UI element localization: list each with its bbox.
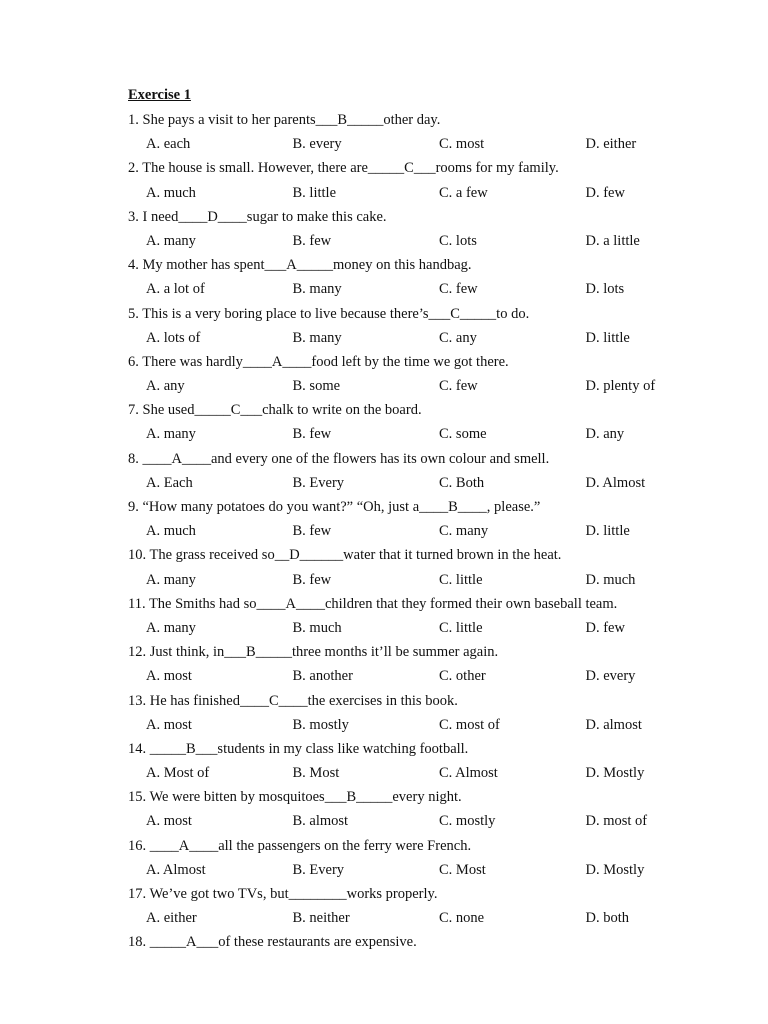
option-d: D. most of — [585, 813, 648, 830]
options-row — [128, 568, 688, 592]
option-a: A. lots of — [146, 329, 201, 346]
options-row — [128, 326, 688, 350]
option-c: C. little — [439, 571, 483, 588]
option-b: B. Every — [292, 474, 345, 491]
option-c: C. some — [439, 426, 487, 443]
option-b: B. another — [292, 668, 353, 685]
option-b: B. some — [292, 378, 341, 395]
option-c: C. lots — [439, 232, 477, 249]
option-d: D. both — [585, 910, 629, 927]
option-d: D. much — [585, 571, 636, 588]
option-d: D. few — [585, 619, 625, 636]
option-a: A. Each — [146, 474, 193, 491]
question-text: 16. ____A____all the passengers on the ferry were French. — [128, 837, 472, 854]
option-d: D. lots — [585, 281, 625, 298]
question-text: 18. _____A___of these restaurants are expensive. — [128, 934, 417, 951]
option-a: A. Almost — [146, 861, 206, 878]
option-b: B. few — [292, 232, 332, 249]
option-a: A. a lot of — [146, 281, 205, 298]
question-text: 2. The house is small. However, there are_____C___rooms for my family. — [128, 160, 559, 177]
question-text: 12. Just think, in___B_____three months it’ll be summer again. — [128, 644, 499, 661]
option-c: C. mostly — [439, 813, 496, 830]
option-b: B. almost — [292, 813, 349, 830]
question-text: 8. ____A____and every one of the flowers has its own colour and smell. — [128, 450, 550, 467]
option-b: B. few — [292, 571, 332, 588]
options-row — [128, 664, 688, 688]
options-row — [128, 277, 688, 301]
option-c: C. Almost — [439, 765, 498, 782]
option-b: B. many — [292, 281, 342, 298]
option-c: C. a few — [439, 184, 488, 201]
option-c: C. few — [439, 281, 478, 298]
option-c: C. little — [439, 619, 483, 636]
option-a: A. much — [146, 184, 196, 201]
option-a: A. most — [146, 668, 192, 685]
option-c: C. few — [439, 378, 478, 395]
option-a: A. most — [146, 716, 192, 733]
options-row — [128, 906, 688, 930]
options-row — [128, 132, 688, 156]
option-a: A. many — [146, 232, 196, 249]
option-b: B. few — [292, 523, 332, 540]
option-b: B. neither — [292, 910, 350, 927]
question-text: 6. There was hardly____A____food left by the time we got there. — [128, 353, 509, 370]
option-b: B. Every — [292, 861, 345, 878]
option-c: C. Most — [439, 861, 486, 878]
options-row — [128, 713, 688, 737]
options-row — [128, 229, 688, 253]
question-text: 5. This is a very boring place to live because there’s___C_____to do. — [128, 305, 530, 322]
question-text: 4. My mother has spent___A_____money on this handbag. — [128, 257, 472, 274]
option-a: A. Most of — [146, 765, 210, 782]
option-c: C. most of — [439, 716, 500, 733]
option-d: D. almost — [585, 716, 642, 733]
option-b: B. little — [292, 184, 336, 201]
option-a: A. much — [146, 523, 196, 540]
option-c: C. other — [439, 668, 486, 685]
option-a: A. many — [146, 619, 196, 636]
option-d: D. every — [585, 668, 636, 685]
question-text: 7. She used_____C___chalk to write on the board. — [128, 402, 422, 419]
option-c: C. any — [439, 329, 477, 346]
option-d: D. a little — [585, 232, 640, 249]
option-d: D. little — [585, 329, 630, 346]
option-c: C. most — [439, 136, 485, 153]
question-text: 11. The Smiths had so____A____children that they formed their own baseball team. — [128, 595, 618, 612]
question-list — [128, 108, 688, 955]
question-text: 9. “How many potatoes do you want?” “Oh, just a____B____, please.” — [128, 499, 541, 515]
option-d: D. few — [585, 184, 625, 201]
options-row — [128, 616, 688, 640]
options-row — [128, 471, 688, 495]
options-row — [128, 519, 688, 543]
question-text: 10. The grass received so__D______water that it turned brown in the heat. — [128, 547, 562, 564]
option-c: C. many — [439, 523, 489, 540]
option-c: C. none — [439, 910, 485, 927]
option-b: B. many — [292, 329, 342, 346]
question-text: 1. She pays a visit to her parents___B_____other day. — [128, 112, 441, 128]
question-text: 15. We were bitten by mosquitoes___B_____every night. — [128, 789, 462, 806]
option-a: A. many — [146, 426, 196, 443]
question-text: 14. _____B___students in my class like watching football. — [128, 740, 469, 757]
option-b: B. much — [292, 619, 342, 636]
option-d: D. Mostly — [585, 861, 645, 878]
option-a: A. many — [146, 571, 196, 588]
question-text: 17. We’ve got two TVs, but________works properly. — [128, 886, 438, 902]
option-b: B. Most — [292, 765, 340, 782]
option-d: D. either — [585, 136, 637, 153]
exercise-title: Exercise 1 — [128, 87, 191, 103]
option-a: A. either — [146, 910, 197, 927]
option-b: B. few — [292, 426, 332, 443]
question-text: 3. I need____D____sugar to make this cake. — [128, 208, 387, 225]
option-c: C. Both — [439, 474, 485, 491]
options-row — [128, 809, 688, 833]
question-text: 13. He has finished____C____the exercises in this book. — [128, 692, 458, 709]
options-row — [128, 858, 688, 882]
exercise-page — [128, 84, 688, 955]
option-d: D. plenty of — [585, 378, 656, 395]
option-b: B. every — [292, 136, 342, 153]
option-d: D. Mostly — [585, 765, 645, 782]
option-a: A. each — [146, 136, 191, 153]
option-a: A. any — [146, 378, 185, 395]
options-row — [128, 181, 688, 205]
option-d: D. any — [585, 426, 625, 443]
option-d: D. little — [585, 523, 630, 540]
options-row — [128, 422, 688, 446]
option-b: B. mostly — [292, 716, 349, 733]
option-a: A. most — [146, 813, 192, 830]
options-row — [128, 374, 688, 398]
options-row — [128, 761, 688, 785]
option-d: D. Almost — [585, 474, 646, 491]
